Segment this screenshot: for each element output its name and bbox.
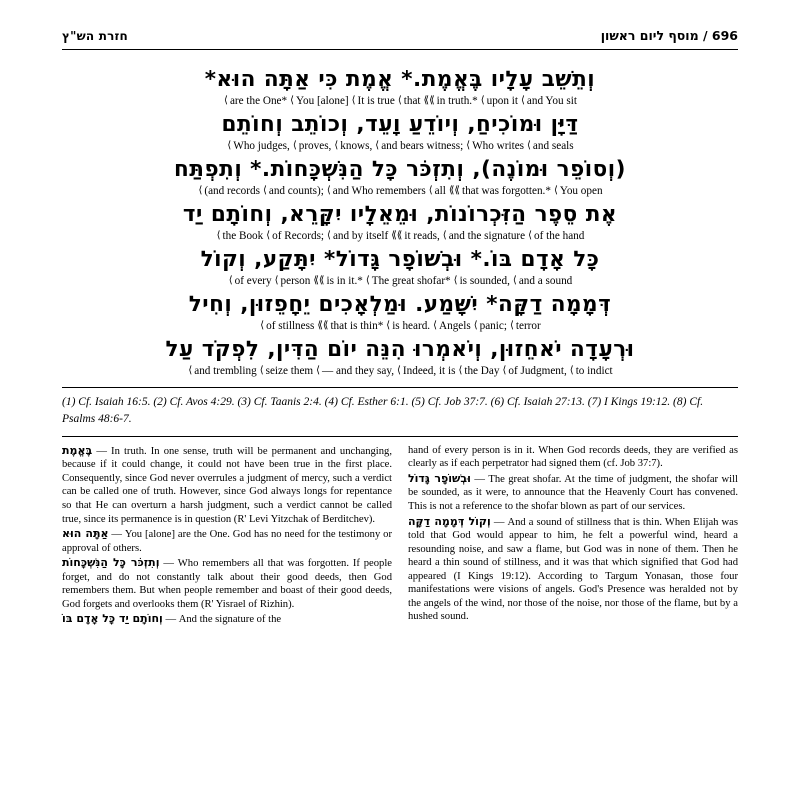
gloss: ⟪⟪ in truth.* <box>423 95 478 108</box>
hebrew-line: וּרְעָדָה יֹאחֵזוּן, וְיֹאמְרוּ הִנֵּה יוֹם הַדִּין, לִפְקֹד עַל <box>165 336 635 362</box>
gloss: ⟨ Who writes <box>466 140 525 153</box>
gloss: ⟨ Indeed, it is <box>397 364 456 377</box>
hebrew-line: (וְסוֹפֵר וּמוֹנֶה), וְתִזְכֹּר כָּל הַנִּשְׁכָּחוֹת.* וְתִפְתַּח <box>174 156 626 182</box>
gloss: ⟨ proves, <box>292 140 332 153</box>
gloss: ⟪⟪ that was forgotten.* <box>448 185 551 198</box>
gloss: ⟨ the Day <box>458 364 500 377</box>
verse-block <box>62 291 738 333</box>
gloss-chevron-icon: ⟨ <box>458 364 463 376</box>
gloss-line <box>62 365 738 378</box>
gloss: ⟪⟪ is in it.* <box>313 275 363 288</box>
verse-block <box>62 66 738 108</box>
gloss-chevron-icon: ⟨ <box>433 319 438 331</box>
commentary-body: — In truth. In one sense, truth will be permanent and unchanging, because if it could change, it could not have been true in the first place. Consequently, since God never overrules a judgment of mercy, such a verdict can be called one of truth. However, since God always longs for repentance so that He can overturn a harsh judgment, such a verdict cannot be called true, since its permanence is in question (R' Levi Yitzchak of Berditchev). <box>62 445 392 525</box>
commentary-paragraph <box>62 527 392 555</box>
gloss: ⟨ of every <box>228 275 272 288</box>
hebrew-line: דְּמָמָה דַקָּה* יִשָּׁמַע. וּמַלְאָכִים יֵחָפֵזוּן, וְחִיל <box>188 291 612 317</box>
gloss-chevron-icon: ⟨ <box>428 185 433 197</box>
gloss: ⟨ of the hand <box>528 230 585 243</box>
gloss-chevron-icon: ⟨ <box>290 95 295 107</box>
gloss-chevron-icon: ⟨ <box>520 95 525 107</box>
commentary-body: — And the signature of the <box>162 614 282 626</box>
gloss-chevron-icon: ⟪⟪ <box>391 230 403 242</box>
gloss-chevron-icon: ⟨ <box>259 364 264 376</box>
hebrew-line: דַּיָּן וּמוֹכִיחַ, וְיוֹדֵעַ וָעֵד, וְכוֹתֵב וְחוֹתֵם <box>221 111 579 137</box>
gloss-chevron-icon: ⟨ <box>480 95 485 107</box>
gloss: ⟨ the Book <box>216 230 264 243</box>
gloss: ⟨ and Who remembers <box>326 185 426 198</box>
gloss: ⟨ terror <box>509 319 541 332</box>
gloss-line <box>62 230 738 243</box>
hebrew-line: אֶת סֵפֶר הַזִּכְרוֹנוֹת, וּמֵאֵלָיו יִקָּרֵא, וְחוֹתָם יַד <box>182 201 618 227</box>
gloss: ⟨ (and records <box>198 185 260 198</box>
gloss-chevron-icon: ⟪⟪ <box>317 319 329 331</box>
gloss-chevron-icon: ⟨ <box>502 364 507 376</box>
interlinear-text <box>62 66 738 377</box>
gloss-chevron-icon: ⟨ <box>528 230 533 242</box>
gloss: ⟨ seize them <box>259 364 314 377</box>
gloss: ⟨ to indict <box>569 364 613 377</box>
running-head <box>62 28 738 50</box>
gloss-chevron-icon: ⟪⟪ <box>423 95 435 107</box>
commentary-column-right <box>408 444 738 628</box>
gloss-chevron-icon: ⟨ <box>473 319 478 331</box>
gloss-chevron-icon: ⟨ <box>512 275 517 287</box>
running-head-left: חזרת הש"ץ <box>62 29 128 43</box>
gloss: ⟨ and counts); <box>262 185 324 198</box>
commentary-paragraph <box>62 556 392 611</box>
hebrew-line: וְתֵשֵׁב עָלָיו בֶּאֱמֶת.* אֱמֶת כִּי אַתָּה הוּא* <box>204 67 596 92</box>
gloss: ⟨ is heard. <box>386 319 431 332</box>
gloss-chevron-icon: ⟨ <box>453 275 458 287</box>
gloss-chevron-icon: ⟨ <box>198 185 203 197</box>
verse-block <box>62 201 738 243</box>
gloss: ⟨ that <box>397 95 421 108</box>
gloss-line <box>62 185 738 198</box>
gloss-chevron-icon: ⟨ <box>266 230 271 242</box>
commentary-lemma: וְקוֹל דְּמָמָה דַקָּה <box>408 514 491 528</box>
gloss-chevron-icon: ⟨ <box>292 140 297 152</box>
commentary-lemma: וּבְשׁוֹפָר גָּדוֹל <box>408 471 471 485</box>
commentary-column-left <box>62 444 392 628</box>
gloss-chevron-icon: ⟨ <box>569 364 574 376</box>
gloss: ⟪⟪ it reads, <box>391 230 440 243</box>
commentary-paragraph <box>62 444 392 526</box>
commentary-paragraph <box>62 612 392 627</box>
commentary-lemma: בֶּאֱמֶת <box>62 443 93 457</box>
gloss: ⟨ and trembling <box>188 364 257 377</box>
gloss: ⟨ panic; <box>473 319 507 332</box>
verse-block <box>62 246 738 288</box>
gloss: ⟨ and a sound <box>512 275 573 288</box>
gloss-chevron-icon: ⟪⟪ <box>313 275 325 287</box>
gloss-line <box>62 320 738 333</box>
commentary-body: — The great shofar. At the time of judgment, the shofar will be sounded, as it were, to announce that the Heavenly Court has convened. This is not a reference to the shofar blown as part of our services. <box>408 473 738 512</box>
verse-block <box>62 336 738 378</box>
gloss: ⟨ of Judgment, <box>502 364 567 377</box>
gloss-chevron-icon: ⟪⟪ <box>448 185 460 197</box>
gloss: ⟨ are the One* <box>224 95 288 108</box>
commentary-lemma: אַתָּה הוּא <box>62 527 109 541</box>
gloss-chevron-icon: ⟨ <box>216 230 221 242</box>
gloss-chevron-icon: ⟨ <box>326 185 331 197</box>
commentary-paragraph <box>408 472 738 514</box>
gloss-line <box>62 140 738 153</box>
hebrew-line: כָּל אָדָם בּוֹ.* וּבְשׁוֹפָר גָּדוֹל* יִתָּקַע, וְקוֹל <box>200 246 600 272</box>
gloss: ⟨ Who judges, <box>227 140 290 153</box>
gloss-chevron-icon: ⟨ <box>351 95 356 107</box>
gloss-chevron-icon: ⟨ <box>466 140 471 152</box>
commentary-body: hand of every person is in it. When God records deeds, they are verified as clearly as if each perpetrator had signed them (cf. Job 37:7). <box>408 444 738 470</box>
gloss: ⟨ upon it <box>480 95 518 108</box>
verse-block <box>62 111 738 153</box>
gloss: ⟨ of Records; <box>266 230 325 243</box>
gloss: ⟪⟪ that is thin* <box>317 319 384 332</box>
gloss: ⟨ — and they say, <box>316 364 395 377</box>
gloss: ⟨ person <box>274 275 311 288</box>
gloss-line <box>62 95 738 108</box>
verse-block <box>62 156 738 198</box>
gloss-chevron-icon: ⟨ <box>553 185 558 197</box>
gloss-chevron-icon: ⟨ <box>397 364 401 376</box>
gloss-chevron-icon: ⟨ <box>386 319 391 331</box>
gloss-chevron-icon: ⟨ <box>375 140 380 152</box>
footnote-references-text: (1) Cf. Isaiah 16:5. (2) Cf. Avos 4:29. (3) Cf. Taanis 2:4. (4) Cf. Esther 6:1. (5) Cf. Job 37:7. (6) Cf. Isaiah 27:13. (7) I Kings 19:12. (8) Cf. Psalms 48:6-7. <box>62 396 704 426</box>
commentary-body: — You [alone] are the One. God has no need for the testimony or approval of others. <box>62 529 392 554</box>
gloss-chevron-icon: ⟨ <box>262 185 267 197</box>
commentary-body: — And a sound of stillness that is thin. When Elijah was told that God would appear to him, he felt a powerful wind, heard a resounding noise, and saw a flame, but God was in none of them. Then he heard a thin sound of stillness, and it was that which signified that God had appeared (I Kings 19:12). According to Targum Yonasan, those four manifestations were visions of angels. God's Presence was heralded not by the angels of the wind, nor those of the noise, nor those of the flame, but by a hushed sound. <box>408 516 738 623</box>
gloss-chevron-icon: ⟨ <box>527 140 531 152</box>
gloss-chevron-icon: ⟨ <box>327 230 331 242</box>
gloss: ⟨ You open <box>553 185 603 198</box>
gloss-chevron-icon: ⟨ <box>509 319 514 331</box>
running-head-right: 696 / מוסף ליום ראשון <box>600 28 738 43</box>
gloss-chevron-icon: ⟨ <box>365 275 370 287</box>
gloss-line <box>62 275 738 288</box>
gloss-chevron-icon: ⟨ <box>442 230 447 242</box>
gloss-chevron-icon: ⟨ <box>228 275 233 287</box>
gloss-chevron-icon: ⟨ <box>334 140 339 152</box>
gloss-chevron-icon: ⟨ <box>224 95 228 107</box>
gloss: ⟨ all <box>428 185 446 198</box>
footnote-references <box>62 387 738 427</box>
commentary-body: — Who remembers all that was forgotten. If people forget, and do not constantly talk about their good deeds, then God remembers them. But when people remember and boast of their good deeds, God forgets and overlooks them (R' Yisrael of Rizhin). <box>62 558 392 610</box>
commentary-paragraph <box>408 444 738 471</box>
gloss-chevron-icon: ⟨ <box>274 275 279 287</box>
gloss: ⟨ and by itself <box>327 230 389 243</box>
gloss-chevron-icon: ⟨ <box>316 364 321 376</box>
gloss: ⟨ knows, <box>334 140 373 153</box>
gloss: ⟨ Angels <box>433 319 471 332</box>
commentary-paragraph <box>408 515 738 624</box>
gloss: ⟨ The great shofar* <box>365 275 451 288</box>
gloss: ⟨ and the signature <box>442 230 526 243</box>
gloss: ⟨ You [alone] <box>290 95 349 108</box>
gloss-chevron-icon: ⟨ <box>260 319 265 331</box>
gloss-chevron-icon: ⟨ <box>227 140 232 152</box>
commentary <box>62 436 738 628</box>
commentary-lemma: וְחוֹתָם יַד כָּל אָדָם בּוֹ <box>62 612 163 626</box>
gloss: ⟨ It is true <box>351 95 395 108</box>
gloss: ⟨ of stillness <box>260 319 315 332</box>
gloss: ⟨ is sounded, <box>453 275 510 288</box>
gloss-chevron-icon: ⟨ <box>397 95 402 107</box>
gloss: ⟨ and You sit <box>520 95 577 108</box>
gloss: ⟨ and seals <box>527 140 574 153</box>
gloss-chevron-icon: ⟨ <box>188 364 193 376</box>
gloss: ⟨ and bears witness; <box>375 140 464 153</box>
commentary-lemma: וְתִזְכֹּר כָּל הַנִּשְׁכָּחוֹת <box>62 556 160 570</box>
